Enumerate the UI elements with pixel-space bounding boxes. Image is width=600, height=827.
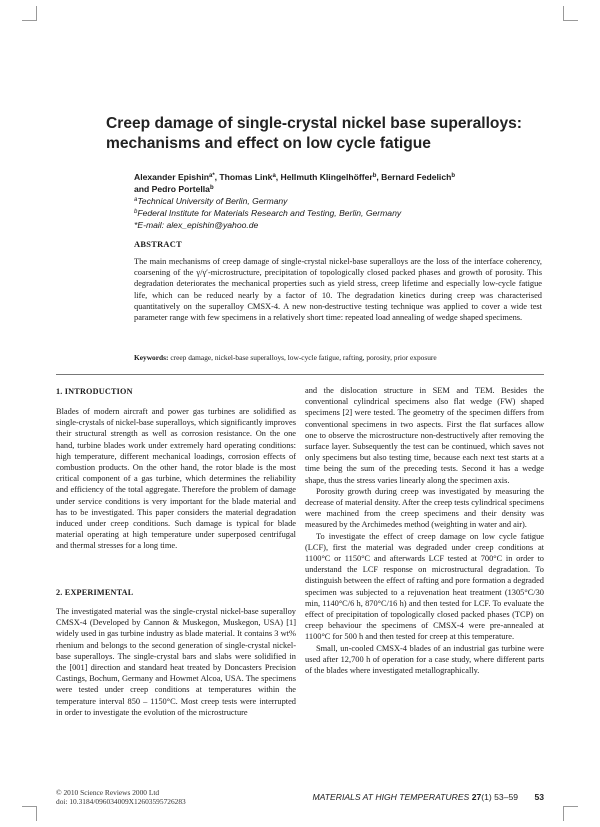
affiliation-a: $^a$Technical University of Berlin, Germany (134, 196, 288, 206)
introduction-body (56, 406, 296, 552)
corresponding-email[interactable]: *E-mail: alex_epishin@yahoo.de (134, 220, 259, 230)
footer-copyright (56, 788, 186, 806)
keywords-label: Keywords: (134, 353, 169, 362)
author-name: , Hellmuth Klingelhöffer (275, 172, 373, 182)
paragraph: Small, un-cooled CMSX-4 blades of an industrial gas turbine were used after 12,700 h of operation for a case study, where different parts of the blades where investigated metallographically. (305, 643, 544, 676)
keywords (134, 353, 554, 363)
doi-link[interactable]: doi: 10.3184/096034009X12603595726283 (56, 797, 186, 806)
paragraph: Porosity growth during creep was investigated by measuring the decrease of material density. After the creep tests cylindrical specimens were machined from the creep specimens and their density was measured by the Archimedes method (weighting in water and air). (305, 486, 544, 530)
affiliation-marker: a (272, 173, 276, 179)
paper-title: Creep damage of single-crystal nickel base superalloys: mechanisms and effect on low cycle fatigue (106, 115, 522, 152)
affiliation-marker: a (134, 197, 138, 203)
crop-mark-bottom-left (22, 806, 37, 821)
journal-volume: 27 (471, 792, 482, 802)
crop-mark-top-right (563, 6, 578, 21)
affiliation-marker: b (372, 173, 377, 179)
crop-mark-top-left (22, 6, 37, 21)
affiliation-marker: b (134, 209, 138, 215)
crop-mark-bottom-right (563, 806, 578, 821)
affiliation-b: $^b$Federal Institute for Materials Research and Testing, Berlin, Germany (134, 208, 402, 218)
right-column-body (305, 385, 544, 676)
experimental-body (56, 606, 296, 718)
divider (56, 374, 544, 375)
abstract-text: The main mechanisms of creep damage of single-crystal nickel-base superalloys are the loss of the interface coherency, coarsening of the γ/γ′-microstructure, precipitation of topologically closed packed phases and growth of porosity. This degradation deteriorates the mechanical properties such as yield stress, creep lifetime and especially low-cycle fatigue life, which can be reduced nearly by a factor of 10. The degradation kinetics during creep was characterised quantitatively on the superalloy CMSX-4. A new non-destructive testing technique was applied to cover a wide test parameter range with few specimens in a relatively short time: repeated load annealing of wedge shaped specimens. (134, 257, 542, 323)
paragraph: Blades of modern aircraft and power gas turbines are solidified as single-crystals of nickel-base superalloys, which significantly improves their structural strength as well as corrosion resistance. On the one hand, turbine blades work under extremely hard operating conditions: high temperature, different mechanical loadings, corrosion effects of combustion products. On the other hand, the rotor blade is the most critical component of a gas turbine, which determines the reliability and efficiency of the total aggregate. Therefore the problem of damage under service conditions is very important for the blade material and has to be investigated. This paper considers the material degradation induced under creep conditions. Such damage is typical for blade material operating at high temperature under superposed centrifugal and thermal stresses for a long time. (56, 407, 296, 551)
page-number: 53 (534, 792, 544, 802)
abstract-heading: ABSTRACT (134, 240, 183, 249)
keywords-list: creep damage, nickel-base superalloys, low-cycle fatigue, rafting, porosity, prior exposure (170, 353, 437, 362)
paragraph: and the dislocation structure in SEM and TEM. Besides the conventional cylindrical specimens also flat wedge (FW) shaped specimens [2] were tested. The geometry of the specimen differs from conventional specimens in two aspects. First the flat surfaces allow one to observe the microstructure non-destructively after removing the surface layer. Subsequently the test can be continued, which saves not only specimens but also testing time, because each next test starts at a time being the sum of the preceding tests. Second it has a wedge shape, thus the stress varies linearly along the specimen axis. (305, 386, 544, 485)
affiliation-marker: b (451, 173, 456, 179)
affiliation-marker: a* (208, 173, 215, 179)
section-heading-experimental: 2. EXPERIMENTAL (56, 588, 134, 597)
copyright-text: © 2010 Science Reviews 2000 Ltd (56, 788, 160, 797)
author-name: and Pedro Portella (134, 183, 210, 194)
paragraph: The investigated material was the single-crystal nickel-base superalloy CMSX-4 (Developed by Cannon & Muskegon, Muskegon, USA) [1] widely used in gas turbine industry as blade material. It contains 3 wt% rhenium and belongs to the second generation of single-crystal nickel-base superalloys. The single-crystal bars and slabs were solidified in the [001] direction and standard heat treated by Doncasters Precision Castings, Bochum, Germany and Howmet Alcoa, USA. The specimens were tested under creep conditions at temperatures within the temperature interval 850 – 1150°C. Most creep tests were interrupted in order to investigate the evolution of the microstructure (56, 607, 296, 717)
journal-issue-pages: (1) 53–59 (481, 792, 519, 802)
section-heading-introduction: 1. INTRODUCTION (56, 387, 133, 396)
author-name: Alexander Epishin (134, 172, 209, 182)
author-name: , Bernard Fedelich (376, 172, 452, 182)
author-name: , Thomas Link (214, 172, 273, 182)
paragraph: To investigate the effect of creep damage on low cycle fatigue (LCF), first the material was degraded under creep conditions at 1100°C or 1150°C and afterwards LCF tested at 700°C in order to understand the LCF response on microstructural degradation. To distinguish between the effect of rafting and pore formation a degraded specimen was subjected to a rejuvenation heat treatment (1305°C/30 min, 1140°C/6 h, 870°C/16 h) and then tested for LCF. To evaluate the effect of precipitation of topologically closed packed phases (TCP) on creep behaviour the specimens of CMSX-4 were pre-annealed at 1100°C for 500 h and then tested for creep at this temperature. (305, 531, 544, 642)
affiliation-marker: b (209, 184, 214, 191)
journal-name: MATERIALS AT HIGH TEMPERATURES (312, 792, 470, 802)
author-list (134, 172, 554, 195)
journal-footer (258, 792, 544, 802)
